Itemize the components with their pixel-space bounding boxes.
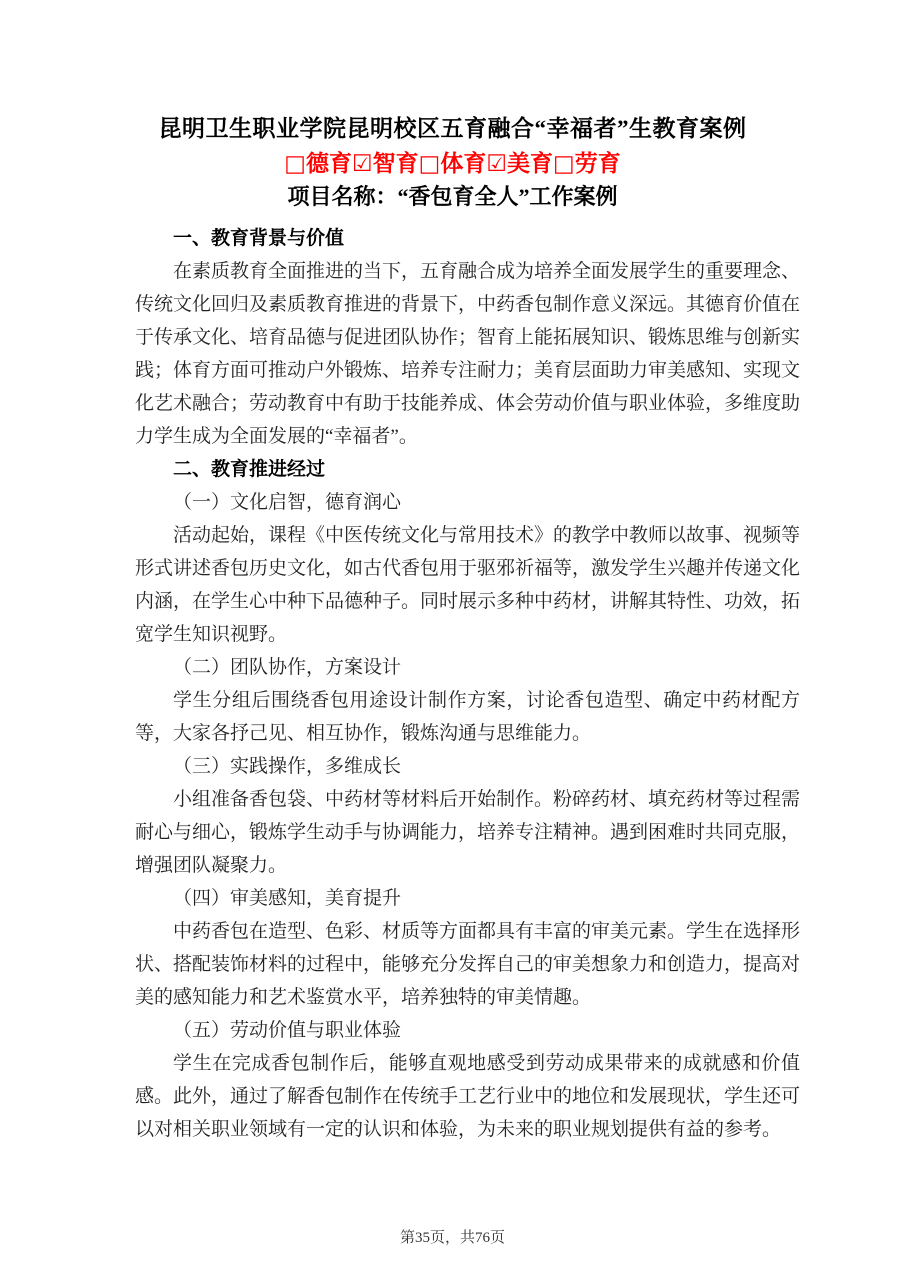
subsection-heading-2: （二）团队协作，方案设计 (173, 657, 402, 678)
page-number-footer: 第35页，共76页 (399, 1230, 505, 1246)
category-item-deyu (284, 151, 352, 176)
category-item-laoyu (553, 151, 621, 176)
document-body (135, 222, 800, 1146)
checkbox-unchecked-icon: □ (284, 151, 306, 177)
paragraph-sub-2: 学生分组后围绕香包用途设计制作方案，讨论香包造型、确定中药材配方等，大家各抒己见、相互协作，锻炼沟通与思维能力。 (135, 690, 800, 744)
category-label-deyu: 德育 (306, 151, 352, 176)
category-item-tiyu (419, 151, 487, 176)
checkbox-checked-icon: ☑ (486, 151, 507, 177)
category-label-zhiyu: 智育 (372, 151, 419, 176)
subsection-heading-5: （五）劳动价值与职业体验 (173, 1020, 402, 1041)
paragraph-sub-5: 学生在完成香包制作后，能够直观地感受到劳动成果带来的成就感和价值感。此外，通过了解香包制作在传统手工艺行业中的地位和发展现状，学生还可以对相关职业领域有一定的认识和体验，为未来的职业规划提供有益的参考。 (135, 1053, 801, 1140)
category-label-tiyu: 体育 (440, 151, 487, 176)
subsection-heading-4: （四）审美感知，美育提升 (173, 888, 402, 909)
paragraph-sub-1: 活动起始，课程《中医传统文化与常用技术》的教学中教师以故事、视频等形式讲述香包历史文化，如古代香包用于驱邪祈福等，激发学生兴趣并传递文化内涵，在学生心中种下品德种子。同时展示多种中药材，讲解其特性、功效，拓宽学生知识视野。 (135, 525, 801, 645)
document-title: 昆明卫生职业学院昆明校区五育融合“幸福者”生教育案例 (158, 116, 747, 141)
checkbox-unchecked-icon: □ (418, 151, 441, 177)
project-name-line: 项目名称：“香包育全人”工作案例 (287, 184, 618, 209)
category-label-laoyu: 劳育 (574, 151, 621, 176)
category-item-zhiyu (352, 151, 419, 176)
subsection-heading-3: （三）实践操作，多维成长 (173, 756, 402, 777)
section-heading-1: 一、教育背景与价值 (173, 228, 345, 249)
checkbox-unchecked-icon: □ (552, 151, 575, 177)
category-checkbox-line (0, 145, 905, 178)
subsection-heading-1: （一）文化启智，德育润心 (173, 492, 402, 513)
section-heading-2: 二、教育推进经过 (173, 459, 326, 480)
paragraph-sub-3: 小组准备香包袋、中药材等材料后开始制作。粉碎药材、填充药材等过程需耐心与细心，锻炼学生动手与协调能力，培养专注精神。遇到困难时共同克服，增强团队凝聚力。 (135, 789, 801, 876)
category-label-meiyu: 美育 (506, 151, 553, 176)
checkbox-checked-icon: ☑ (352, 151, 373, 177)
paragraph-background: 在素质教育全面推进的当下，五育融合成为培养全面发展学生的重要理念、传统文化回归及素质教育推进的背景下，中药香包制作意义深远。其德育价值在于传承文化、培育品德与促进团队协作；智育上能拓展知识、锻炼思维与创新实践；体育方面可推动户外锻炼、培养专注耐力；美育层面助力审美感知、实现文化艺术融合；劳动教育中有助于技能养成、体会劳动价值与职业体验，多维度助力学生成为全面发展的“幸福者”。 (135, 261, 801, 447)
paragraph-sub-4: 中药香包在造型、色彩、材质等方面都具有丰富的审美元素。学生在选择形状、搭配装饰材料的过程中，能够充分发挥自己的审美想象力和创造力，提高对美的感知能力和艺术鉴赏水平，培养独特的审美情趣。 (135, 921, 801, 1008)
category-item-meiyu (486, 151, 553, 176)
